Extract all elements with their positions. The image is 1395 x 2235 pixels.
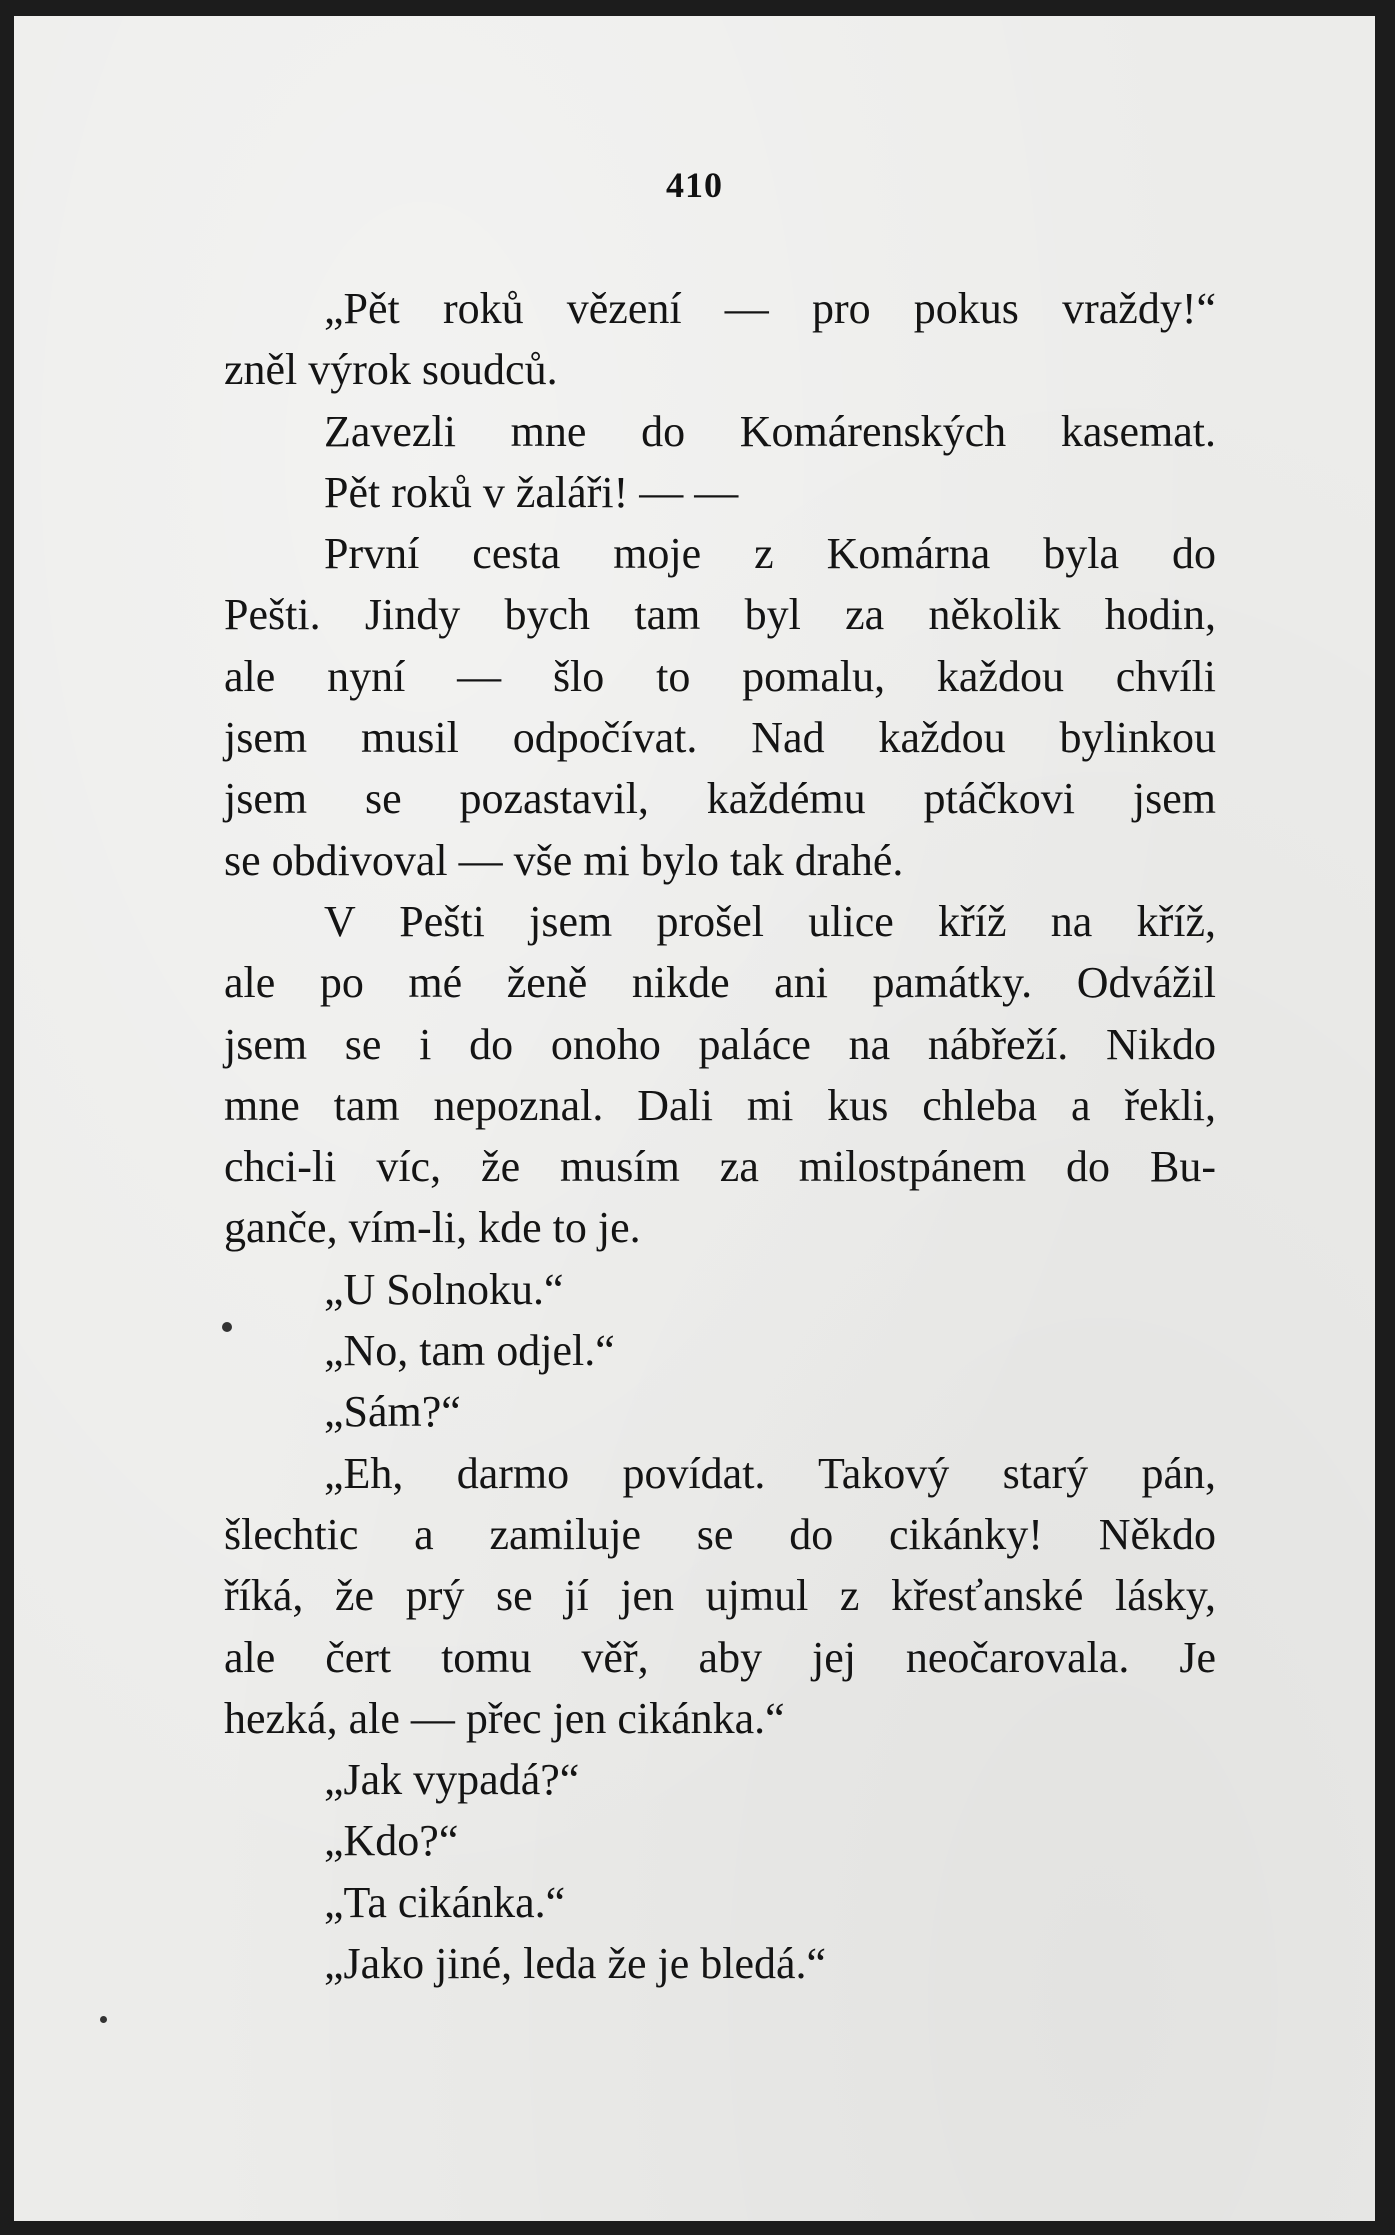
text-line: chci-li víc, že musím za milostpánem do Bu- [224, 1142, 1216, 1192]
text-line: mne tam nepoznal. Dali mi kus chleba a řekli, [224, 1080, 1216, 1130]
text-line: ganče, vím-li, kde to je. [224, 1203, 641, 1253]
text-line: říká, že prý se jí jen ujmul z křesťanské lásky, [224, 1571, 1216, 1621]
text-body [224, 278, 1216, 1994]
book-page [14, 16, 1375, 2221]
text-line: „Sám?“ [324, 1387, 461, 1437]
text-line: se obdivoval — vše mi bylo tak drahé. [224, 835, 904, 885]
text-line: První cesta moje z Komárna byla do [324, 529, 1216, 579]
text-line: jsem se pozastavil, každému ptáčkovi jsem [224, 774, 1216, 824]
text-line: „Ta cikánka.“ [324, 1877, 566, 1927]
text-line: hezká, ale — přec jen cikánka.“ [224, 1693, 785, 1743]
text-line: Zavezli mne do Komárenských kasemat. [324, 406, 1216, 456]
text-line: „Jak vypadá?“ [324, 1755, 580, 1805]
text-line: „Kdo?“ [324, 1816, 459, 1866]
text-line: „U Solnoku.“ [324, 1264, 564, 1314]
ink-speck [100, 2016, 107, 2023]
text-line: Pět roků v žaláři! — — [324, 467, 739, 517]
ink-speck [222, 1322, 232, 1332]
text-line: „Jako jiné, leda že je bledá.“ [324, 1939, 827, 1989]
page-number: 410 [666, 165, 723, 205]
text-line: „Eh, darmo povídat. Takový starý pán, [324, 1448, 1216, 1498]
text-line: šlechtic a zamiluje se do cikánky! Někdo [224, 1509, 1216, 1559]
text-line: ale nyní — šlo to pomalu, každou chvíli [224, 651, 1216, 701]
text-line: jsem musil odpočívat. Nad každou bylinkou [224, 713, 1216, 763]
text-line: jsem se i do onoho paláce na nábřeží. Nikdo [224, 1019, 1216, 1069]
text-line: „Pět roků vězení — pro pokus vraždy!“ [324, 284, 1216, 333]
text-line: ale čert tomu věř, aby jej neočarovala. Je [224, 1632, 1216, 1682]
text-line: Pešti. Jindy bych tam byl za několik hodin, [224, 590, 1216, 640]
text-line: „No, tam odjel.“ [324, 1326, 615, 1376]
text-line: zněl výrok soudců. [224, 345, 558, 395]
text-line: ale po mé ženě nikde ani památky. Odvážil [224, 958, 1216, 1008]
text-line: V Pešti jsem prošel ulice kříž na kříž, [324, 896, 1216, 946]
